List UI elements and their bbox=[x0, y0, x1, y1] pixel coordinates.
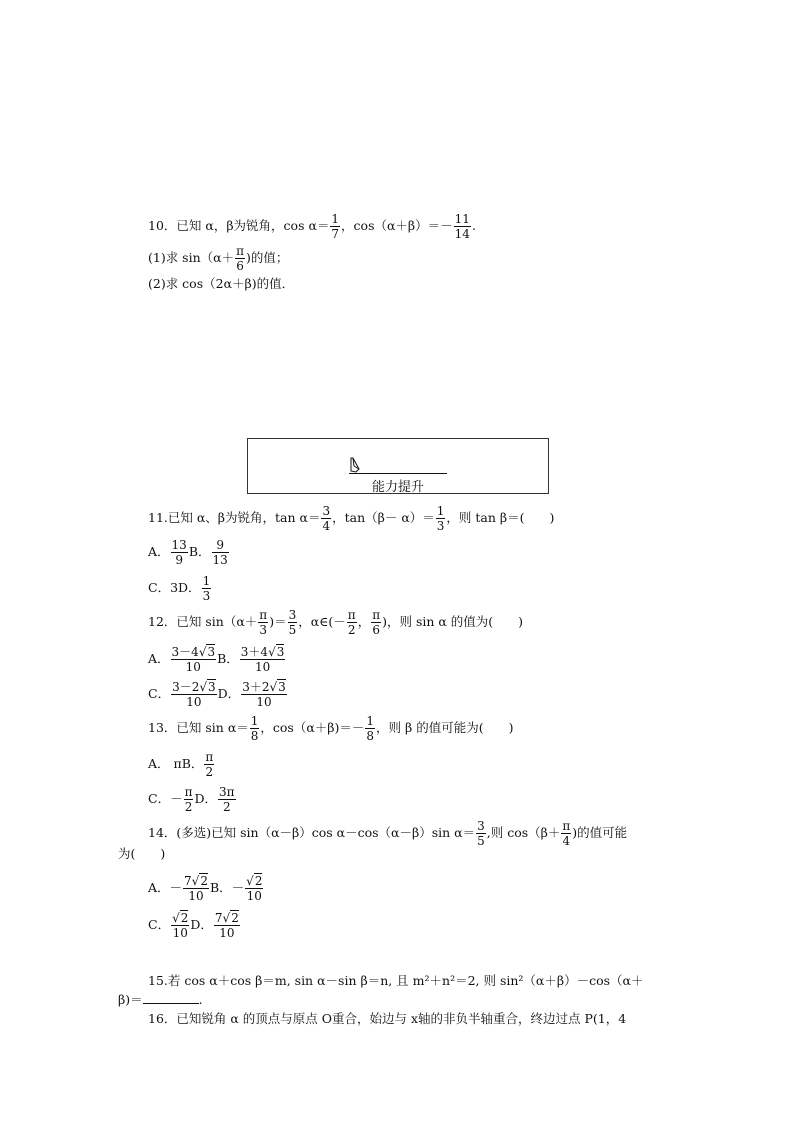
q10-part1: (1)求 sin（α＋ $\frac{\pi}{6}$ )的值； bbox=[148, 244, 289, 273]
q11-stem: 11.已知 α、β为锐角，tan α＝ $\frac{3}{4}$ ，tan（β－ α）＝ $\frac{1}{3}$ ，则 tan β＝( ) bbox=[148, 504, 555, 533]
q14-stem-wrap: 为( ) bbox=[118, 846, 166, 861]
option-c-fraction: $\frac{√2}{10}$ bbox=[172, 911, 189, 940]
q12-options-ab: A． $\frac{3-4√3}{10}$ B． $\frac{3+4√3}{10}$ bbox=[148, 645, 285, 674]
q10-stem: 10．已知 α，β为锐角，cos α＝ $\frac{1}{7}$ ，cos（α＋β）＝－ $\frac{11}{14}$ . bbox=[148, 212, 476, 241]
option-a-fraction: $\frac{13}{9}$ bbox=[171, 538, 187, 567]
fraction: $\frac{\pi}{4}$ bbox=[562, 819, 571, 848]
fraction: $\frac{\pi}{6}$ bbox=[372, 608, 381, 637]
option-b-fraction: $\frac{\pi}{2}$ bbox=[205, 750, 214, 779]
fraction: $\frac{11}{14}$ bbox=[454, 212, 470, 241]
pencil-icon bbox=[348, 457, 362, 473]
q10-part2: (2)求 cos（2α＋β)的值． bbox=[148, 276, 295, 291]
option-b-fraction: $\frac{9}{13}$ bbox=[212, 538, 228, 567]
fraction: $\frac{\pi}{6}$ bbox=[236, 244, 244, 273]
q15-line2: β)＝ . bbox=[118, 992, 203, 1007]
fraction: $\frac{1}{8}$ bbox=[250, 714, 259, 743]
option-d-fraction: $\frac{3\pi}{2}$ bbox=[219, 785, 235, 814]
q14-options-cd: C． $\frac{√2}{10}$ D． $\frac{7√2}{10}$ bbox=[148, 911, 239, 940]
option-c-fraction: $\frac{3-2√3}{10}$ bbox=[172, 680, 216, 709]
q11-options-ab: A． $\frac{13}{9}$ B． $\frac{9}{13}$ bbox=[148, 538, 228, 567]
option-b-fraction: $\frac{3+4√3}{10}$ bbox=[240, 645, 285, 674]
q16-line1: 16．已知锐角 α 的顶点与原点 O重合，始边与 x轴的非负半轴重合，终边过点 P(1，4 bbox=[148, 1011, 627, 1026]
q13-options-cd: C．－ $\frac{\pi}{2}$ D． $\frac{3\pi}{2}$ bbox=[148, 785, 235, 814]
fraction: $\frac{1}{7}$ bbox=[331, 212, 340, 241]
q12-stem: 12．已知 sin（α＋ $\frac{\pi}{3}$ )＝ $\frac{3}{5}$ ，α∈(－ $\frac{\pi}{2}$ ， $\frac{\pi}{6}$ )，则 sin α 的值为( ) bbox=[148, 608, 524, 637]
fraction: $\frac{\pi}{2}$ bbox=[347, 608, 356, 637]
option-c-fraction: $\frac{\pi}{2}$ bbox=[184, 785, 193, 814]
underline-rule bbox=[349, 473, 447, 474]
option-d-fraction: $\frac{7√2}{10}$ bbox=[214, 911, 239, 940]
fraction: $\frac{\pi}{3}$ bbox=[259, 608, 268, 637]
section-title: 能力提升 bbox=[371, 480, 424, 495]
fraction: $\frac{3}{4}$ bbox=[322, 504, 331, 533]
section-banner bbox=[247, 438, 549, 494]
option-a-fraction: $\frac{3-4√3}{10}$ bbox=[171, 645, 216, 674]
q13-stem: 13．已知 sin α＝ $\frac{1}{8}$ ，cos（α＋β)＝－ $\frac{1}{8}$ ，则 β 的值可能为( ) bbox=[148, 714, 514, 743]
q14-stem: 14．(多选)已知 sin（α－β）cos α－cos（α－β）sin α＝ $\frac{3}{5}$ ,则 cos（β＋ $\frac{\pi}{4}$ )的值可能 bbox=[148, 819, 628, 848]
option-d-fraction: $\frac{3+2√3}{10}$ bbox=[242, 680, 286, 709]
fraction: $\frac{1}{3}$ bbox=[436, 504, 445, 533]
option-a-fraction: $\frac{7√2}{10}$ bbox=[184, 874, 208, 903]
q15-line1: 15.若 cos α＋cos β＝m, sin α－sin β＝n, 且 m²＋n²＝2, 则 sin²（α＋β）－cos（α＋ bbox=[148, 973, 644, 988]
fraction: $\frac{3}{5}$ bbox=[477, 819, 485, 848]
option-d-fraction: $\frac{1}{3}$ bbox=[202, 574, 211, 603]
fraction: $\frac{1}{8}$ bbox=[366, 714, 375, 743]
answer-blank[interactable] bbox=[143, 991, 199, 1004]
q11-options-cd: C．3D． $\frac{1}{3}$ bbox=[148, 574, 211, 603]
q13-options-ab: A． πB． $\frac{\pi}{2}$ bbox=[148, 750, 214, 779]
q14-options-ab: A．－ $\frac{7√2}{10}$ B．－ $\frac{√2}{10}$ bbox=[148, 874, 263, 903]
option-b-fraction: $\frac{√2}{10}$ bbox=[246, 874, 263, 903]
fraction: $\frac{3}{5}$ bbox=[288, 608, 297, 637]
q12-options-cd: C． $\frac{3-2√3}{10}$ D． $\frac{3+2√3}{10}$ bbox=[148, 680, 286, 709]
